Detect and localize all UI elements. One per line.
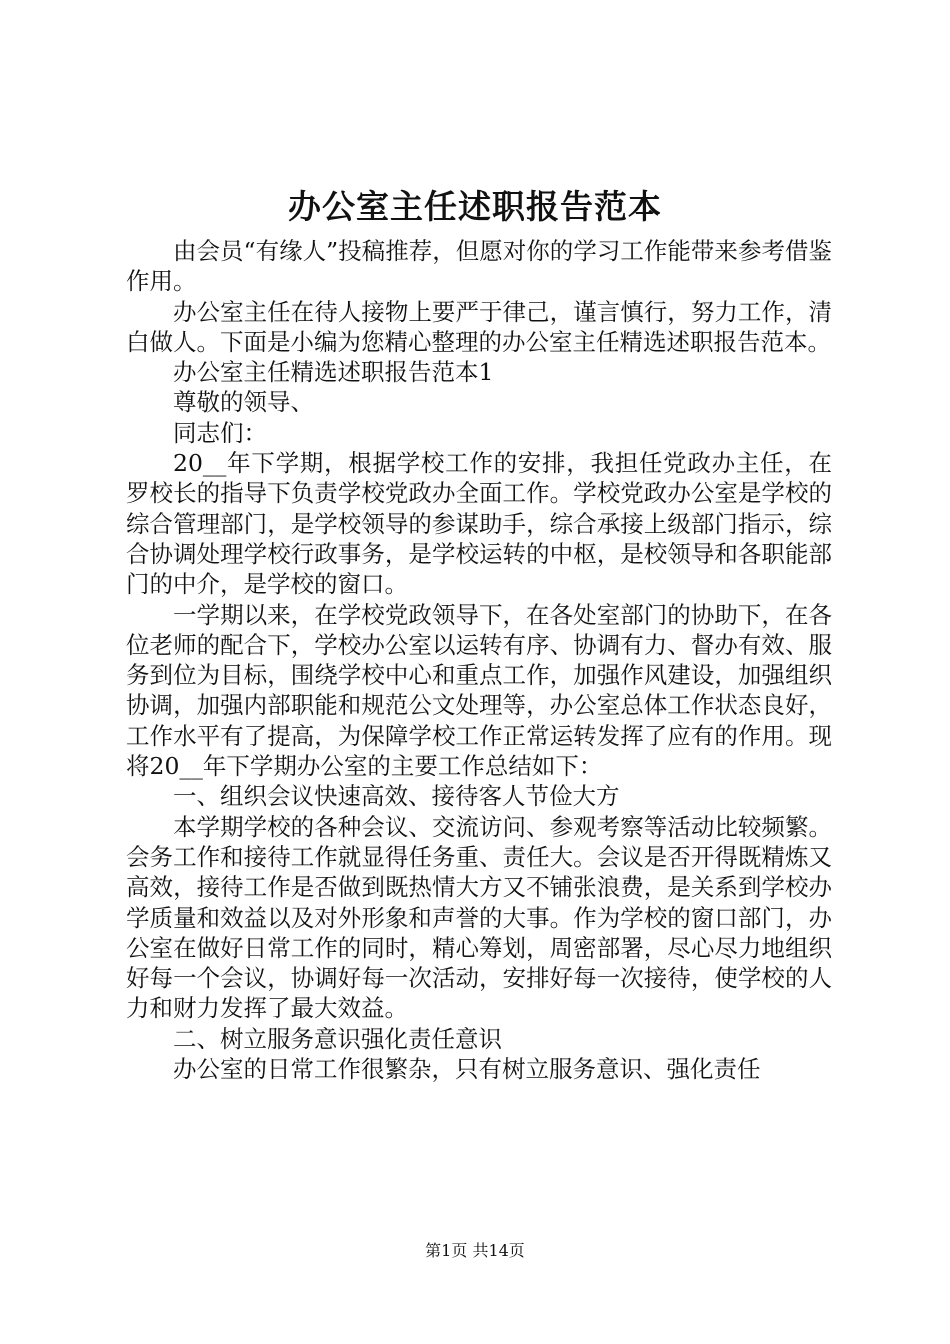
- paragraph: 本学期学校的各种会议、交流访问、参观考察等活动比较频繁。会务工作和接待工作就显得任务重、责任大。会议是否开得既精炼又高效，接待工作是否做到既热情大方又不铺张浪费，是关系到学校办学质量和效益以及对外形象和声誉的大事。作为学校的窗口部门，办公室在做好日常工作的同时，精心筹划，周密部署，尽心尽力地组织好每一个会议，协调好每一次活动，安排好每一次接待，使学校的人力和财力发挥了最大效益。: [126, 812, 832, 1023]
- paragraph: 办公室的日常工作很繁杂，只有树立服务意识、强化责任: [173, 1055, 761, 1084]
- paragraph: 一学期以来，在学校党政领导下，在各处室部门的协助下，在各位老师的配合下，学校办公室以运转有序、协调有力、督办有效、服务到位为目标，围绕学校中心和重点工作，加强作风建设，加强组织协调，加强内部职能和规范公文处理等，办公室总体工作状态良好，工作水平有了提高，为保障学校工作正常运转发挥了应有的作用。现将20__年下学期办公室的主要工作总结如下：: [126, 600, 832, 781]
- paragraph: 20__年下学期，根据学校工作的安排，我担任党政办主任，在罗校长的指导下负责学校党政办全面工作。学校党政办公室是学校的综合管理部门，是学校领导的参谋助手，综合承接上级部门指示，综合协调处理学校行政事务，是学校运转的中枢，是校领导和各职能部门的中介，是学校的窗口。: [126, 449, 832, 599]
- section-heading: 办公室主任精选述职报告范本1: [173, 358, 494, 387]
- section-heading: 一、组织会议快速高效、接待客人节俭大方: [173, 782, 620, 811]
- page-number: 第1页 共14页: [425, 1241, 525, 1260]
- document-body: [126, 236, 832, 1084]
- salutation-line: 同志们：: [173, 418, 267, 447]
- paragraph: 由会员“有缘人”投稿推荐，但愿对你的学习工作能带来参考借鉴作用。: [126, 237, 832, 296]
- document-title: 办公室主任述职报告范本: [288, 187, 662, 226]
- salutation-line: 尊敬的领导、: [173, 388, 314, 417]
- section-heading: 二、树立服务意识强化责任意识: [173, 1024, 502, 1053]
- paragraph: 办公室主任在待人接物上要严于律己，谨言慎行，努力工作，清白做人。下面是小编为您精心整理的办公室主任精选述职报告范本。: [126, 297, 832, 356]
